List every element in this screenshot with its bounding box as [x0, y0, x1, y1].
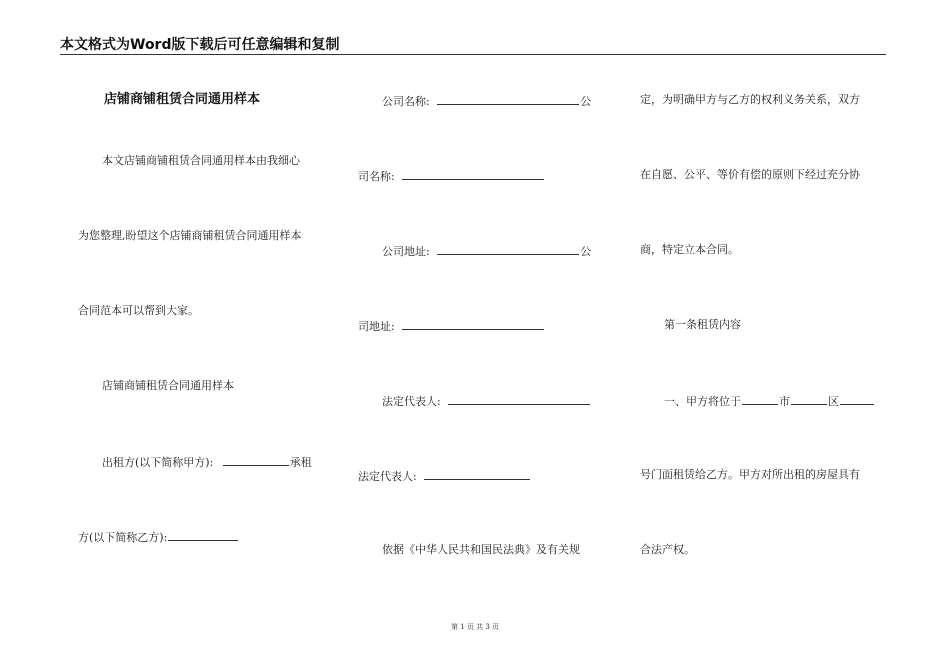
legal-rep-blank	[448, 393, 590, 405]
page-footer: 第 1 页 共 3 页	[450, 623, 500, 631]
company-address-line-1	[382, 243, 591, 259]
company-address-tail: 公	[580, 245, 592, 258]
company-address-label: 公司地址:	[382, 245, 430, 258]
company-name-line-2	[358, 168, 545, 184]
purpose-line-2: 在自愿、公平、等价有偿的原则下经过充分协	[640, 168, 860, 181]
company-name-blank-2	[402, 168, 544, 180]
law-basis-line: 依据《中华人民共和国民法典》及有关规	[382, 543, 580, 556]
article-1-heading: 第一条租赁内容	[664, 318, 741, 331]
page-header	[60, 34, 886, 55]
company-name-line-1	[382, 93, 591, 109]
lessor-tail: 承租	[289, 456, 312, 469]
purpose-line-1: 定，为明确甲方与乙方的权利义务关系，双方	[640, 93, 860, 106]
street-blank	[840, 393, 874, 405]
city-blank	[742, 393, 778, 405]
premises-line-2: 号门面租赁给乙方。甲方对所出租的房屋具有	[640, 468, 860, 481]
premises-line-3: 合法产权。	[640, 543, 695, 556]
district-label: 区	[828, 395, 839, 408]
company-name-tail: 公	[580, 95, 592, 108]
lessor-blank	[223, 454, 289, 466]
company-address-blank-2	[402, 318, 544, 330]
intro-line-2: 为您整理,盼望这个店铺商铺租赁合同通用样本	[78, 229, 302, 242]
lessee-blank	[168, 529, 238, 541]
company-name-blank	[437, 93, 579, 105]
company-address-label-2: 司地址:	[358, 320, 395, 333]
premises-location-line	[664, 393, 875, 409]
legal-rep-line-1	[382, 393, 591, 409]
header-text: 本文格式为Word版下载后可任意编辑和复制	[60, 37, 340, 53]
lessor-line	[102, 454, 312, 470]
legal-rep-label: 法定代表人:	[382, 395, 441, 408]
intro-line-1: 本文店铺商铺租赁合同通用样本由我细心	[102, 154, 300, 167]
lessee-line	[78, 529, 239, 545]
district-blank	[791, 393, 827, 405]
company-address-blank	[437, 243, 579, 255]
contract-subtitle: 店铺商铺租赁合同通用样本	[102, 379, 234, 392]
document-title: 店铺商铺租赁合同通用样本	[104, 92, 261, 107]
legal-rep-label-2: 法定代表人:	[358, 470, 417, 483]
lessor-label: 出租方(以下简称甲方):	[102, 456, 214, 469]
legal-rep-line-2	[358, 468, 531, 484]
city-label: 市	[779, 395, 790, 408]
company-address-line-2	[358, 318, 545, 334]
premises-location-label: 一、甲方将位于	[664, 395, 741, 408]
lessee-label: 方(以下简称乙方):	[78, 531, 168, 544]
company-name-label-2: 司名称:	[358, 170, 395, 183]
company-name-label: 公司名称:	[382, 95, 430, 108]
legal-rep-blank-2	[424, 468, 530, 480]
purpose-line-3: 商，特定立本合同。	[640, 243, 739, 256]
intro-line-3: 合同范本可以帮到大家。	[78, 304, 199, 317]
